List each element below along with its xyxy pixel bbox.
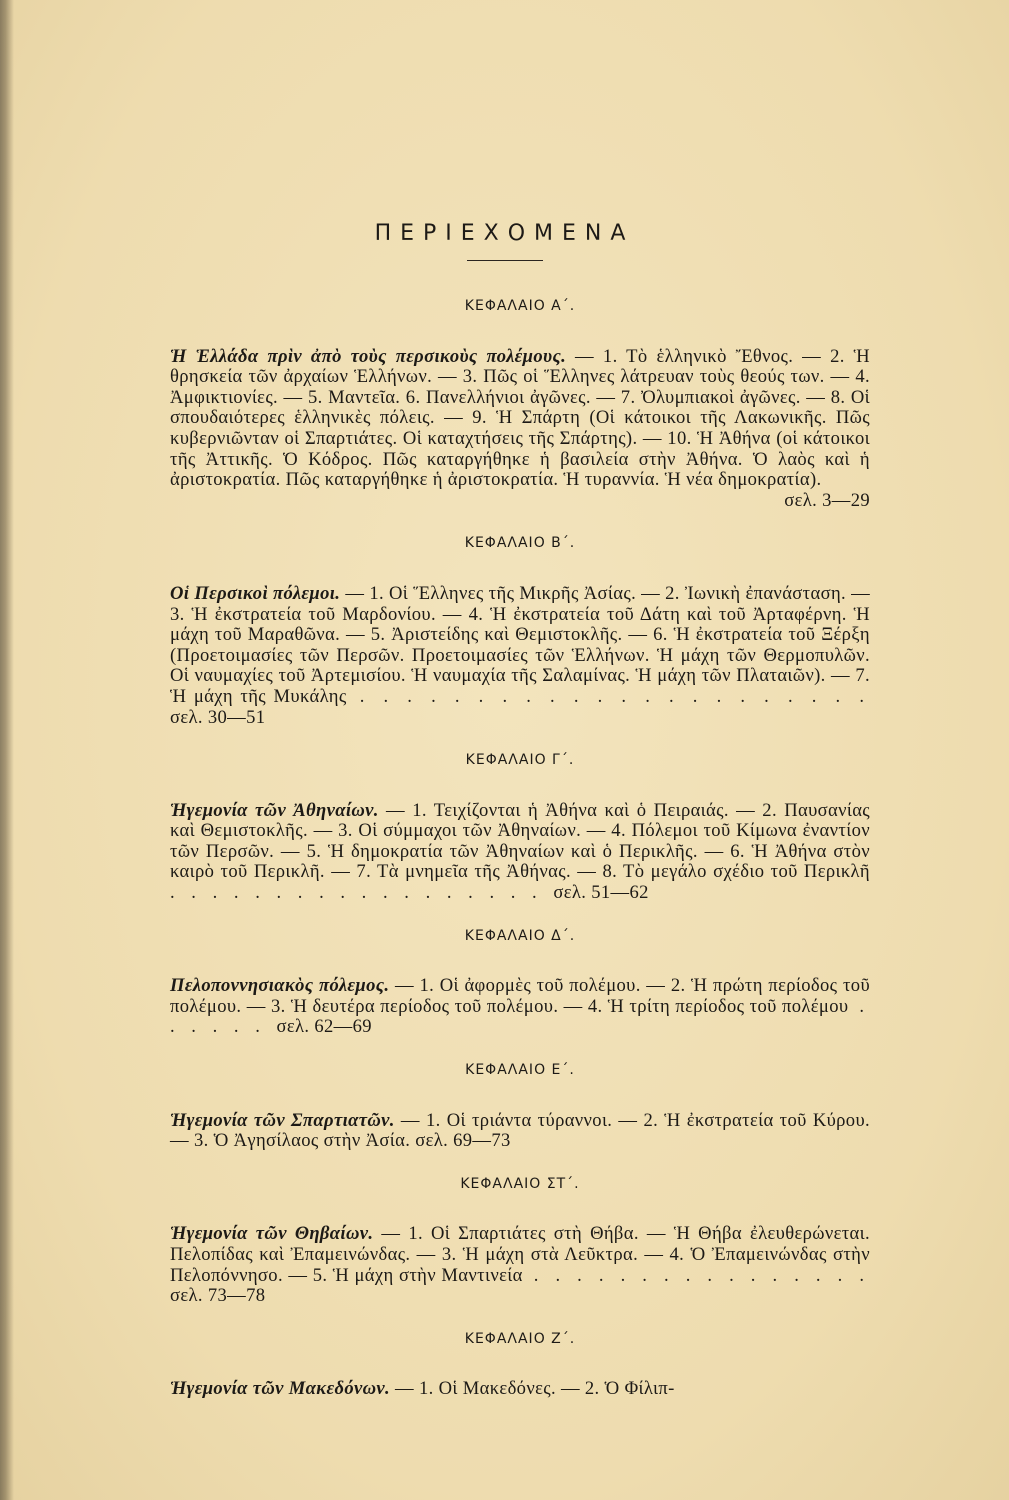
chapter-heading: ΚΕΦΑΛΑΙΟ Γ΄.	[465, 752, 575, 769]
chapter-heading: ΚΕΦΑΛΑΙΟ Α΄.	[464, 298, 576, 314]
chapter-title: Οἱ Περσικοὶ πόλεμοι.	[170, 582, 341, 604]
chapter-z	[170, 1325, 870, 1400]
leader-dots: . . . . . .	[170, 995, 870, 1038]
chapter-contents: — 1. Οἱ Σπαρτιάτες στὴ Θήβα. — Ἡ Θήβα ἐλευθερώνεται. Πελοπίδας καὶ Ἐπαμεινώνδας. — 3. Ἡ μάχη στὰ Λεῦκτρα. — 4. Ὁ Ἐπαμεινώνδας στὴν Πελοπόννησο. — 5. Ἡ μάχη στὴν Μαντινεία	[170, 1223, 871, 1286]
page-range: σελ. 69—73	[415, 1130, 511, 1152]
page-range: σελ. 3—29	[784, 489, 870, 511]
leader-dots: . . . . . . . . . . . . . . . .	[522, 1264, 870, 1286]
chapter-title: Ἡ Ἑλλάδα πρὶν ἀπὸ τοὺς περσικοὺς πολέμους.	[170, 345, 567, 367]
chapter-contents: — 1. Οἱ Ἕλληνες τῆς Μικρῆς Ἀσίας. — 2. Ἰωνικὴ ἐπανάσταση. — 3. Ἡ ἐκστρατεία τοῦ Μαρδονίου. — 4. Ἡ ἐκστρατεία τοῦ Δάτη καὶ τοῦ Ἀρταφέρνη. Ἡ μάχη τοῦ Μαραθῶνα. — 5. Ἀριστείδης καὶ Θεμιστοκλῆς. — 6. Ἡ ἐκστρατεία τοῦ Ξέρξη (Προετοιμασίες τῶν Περσῶν. Προετοιμασίες τῶν Ἑλλήνων. Ἡ μάχη τῶν Θερμοπυλῶν. Οἱ ναυμαχίες τοῦ Ἀρτεμισίου. Ἡ ναυμαχία τῆς Σαλαμίνας. Ἡ μάχη τῶν Πλαταιῶν). — 7. Ἡ μάχη τῆς Μυκάλης	[170, 582, 871, 707]
chapter-title: Πελοποννησιακὸς πόλεμος.	[170, 975, 390, 997]
chapter-heading: ΚΕΦΑΛΑΙΟ ΣΤ΄.	[460, 1175, 580, 1192]
chapter-e	[170, 1056, 870, 1152]
chapter-heading: ΚΕΦΑΛΑΙΟ Ε΄.	[465, 1062, 575, 1079]
chapter-contents: — 1. Οἱ Μακεδόνες. — 2. Ὁ Φίλιπ-	[395, 1378, 675, 1400]
chapter-entry	[170, 1111, 870, 1152]
page-range: σελ. 62—69	[276, 1016, 372, 1038]
chapter-title: Ἡγεμονία τῶν Μακεδόνων.	[170, 1378, 390, 1400]
chapter-contents: — 1. Οἱ ἀφορμὲς τοῦ πολέμου. — 2. Ἡ πρώτη περίοδος τοῦ πολέμου. — 3. Ἡ δευτέρα περίοδος τοῦ πολέμου. — 4. Ἡ τρίτη περίοδος τοῦ πολέμου	[170, 975, 871, 1017]
chapter-title: Ἡγεμονία τῶν Θηβαίων.	[170, 1223, 374, 1245]
chapter-d	[170, 922, 870, 1038]
chapter-contents: — 1. Τειχίζονται ἡ Ἀθήνα καὶ ὁ Πειραιάς. — 2. Παυσανίας καὶ Θεμιστοκλῆς. — 3. Οἱ σύμμαχοι τῶν Ἀθηναίων. — 4. Πόλεμοι τοῦ Κίμωνα ἐναντίον τῶν Περσῶν. — 5. Ἡ δημοκρατία τῶν Ἀθηναίων καὶ ὁ Περικλῆς. — 6. Ἡ Ἀθήνα στὸν καιρὸ τοῦ Περικλῆ. — 7. Τὰ μνημεῖα τῆς Ἀθήνας. — 8. Τὸ μεγάλο σχέδιο τοῦ Περικλῆ	[170, 799, 870, 883]
chapter-entry	[170, 1379, 870, 1400]
page-range: σελ. 73—78	[170, 1285, 266, 1307]
chapter-a	[170, 292, 870, 511]
chapter-heading: ΚΕΦΑΛΑΙΟ Δ΄.	[464, 927, 576, 944]
page-range: σελ. 30—51	[170, 706, 266, 728]
page-range: σελ. 51—62	[553, 882, 649, 904]
chapter-title: Ἡγεμονία τῶν Σπαρτιατῶν.	[170, 1109, 395, 1131]
leader-dots: . . . . . . . . . . . . . . . . . . . . . .	[346, 685, 870, 707]
chapter-title: Ἡγεμονία τῶν Ἀθηναίων.	[170, 799, 379, 821]
chapter-b	[170, 529, 870, 728]
table-of-contents	[170, 292, 870, 1418]
chapter-entry	[170, 347, 870, 512]
title-divider	[467, 260, 543, 261]
chapter-entry	[170, 976, 870, 1038]
chapter-contents: — 1. Οἱ τριάντα τύραννοι. — 2. Ἡ ἐκστρατεία τοῦ Κύρου. — 3. Ὁ Ἀγησίλαος στὴν Ἀσία.	[170, 1109, 871, 1152]
chapter-entry	[170, 584, 870, 728]
chapter-heading: ΚΕΦΑΛΑΙΟ Ζ΄.	[464, 1330, 576, 1347]
leader-dots: . . . . . . . . . . . . . . . . . .	[170, 882, 554, 904]
chapter-heading: ΚΕΦΑΛΑΙΟ Β΄.	[464, 535, 576, 552]
chapter-st	[170, 1170, 870, 1307]
chapter-entry	[170, 1224, 870, 1306]
page-title: ΠΕΡΙΕΧΟΜΕΝΑ	[374, 220, 635, 246]
chapter-contents: — 1. Τὸ ἑλληνικὸ Ἔθνος. — 2. Ἡ θρησκεία τῶν ἀρχαίων Ἑλλήνων. — 3. Πῶς οἱ Ἕλληνες λάτρευαν τοὺς θεούς των. — 4. Ἀμφικτιονίες. — 5. Μαντεῖα. 6. Πανελλήνιοι ἀγῶνες. — 7. Ὀλυμπιακοὶ ἀγῶνες. — 8. Οἱ σπουδαιότερες ἑλληνικὲς πόλεις. — 9. Ἡ Σπάρτη (Οἱ κάτοικοι τῆς Λακωνικῆς. Πῶς κυβερνιῶνταν οἱ Σπαρτιάτες. Οἱ καταχτήσεις τῆς Σπάρτης). — 10. Ἡ Ἀθήνα (οἱ κάτοικοι τῆς Ἀττικῆς. Ὁ Κόδρος. Πῶς καταργήθηκε ἡ βασιλεία στὴν Ἀθήνα. Ὁ λαὸς καὶ ἡ ἀριστοκρατία. Πῶς καταργήθηκε ἡ ἀριστοκρατία. Ἡ τυραννία. Ἡ νέα δημοκρατία).	[170, 345, 870, 491]
chapter-c	[170, 746, 870, 904]
chapter-entry	[170, 801, 870, 904]
